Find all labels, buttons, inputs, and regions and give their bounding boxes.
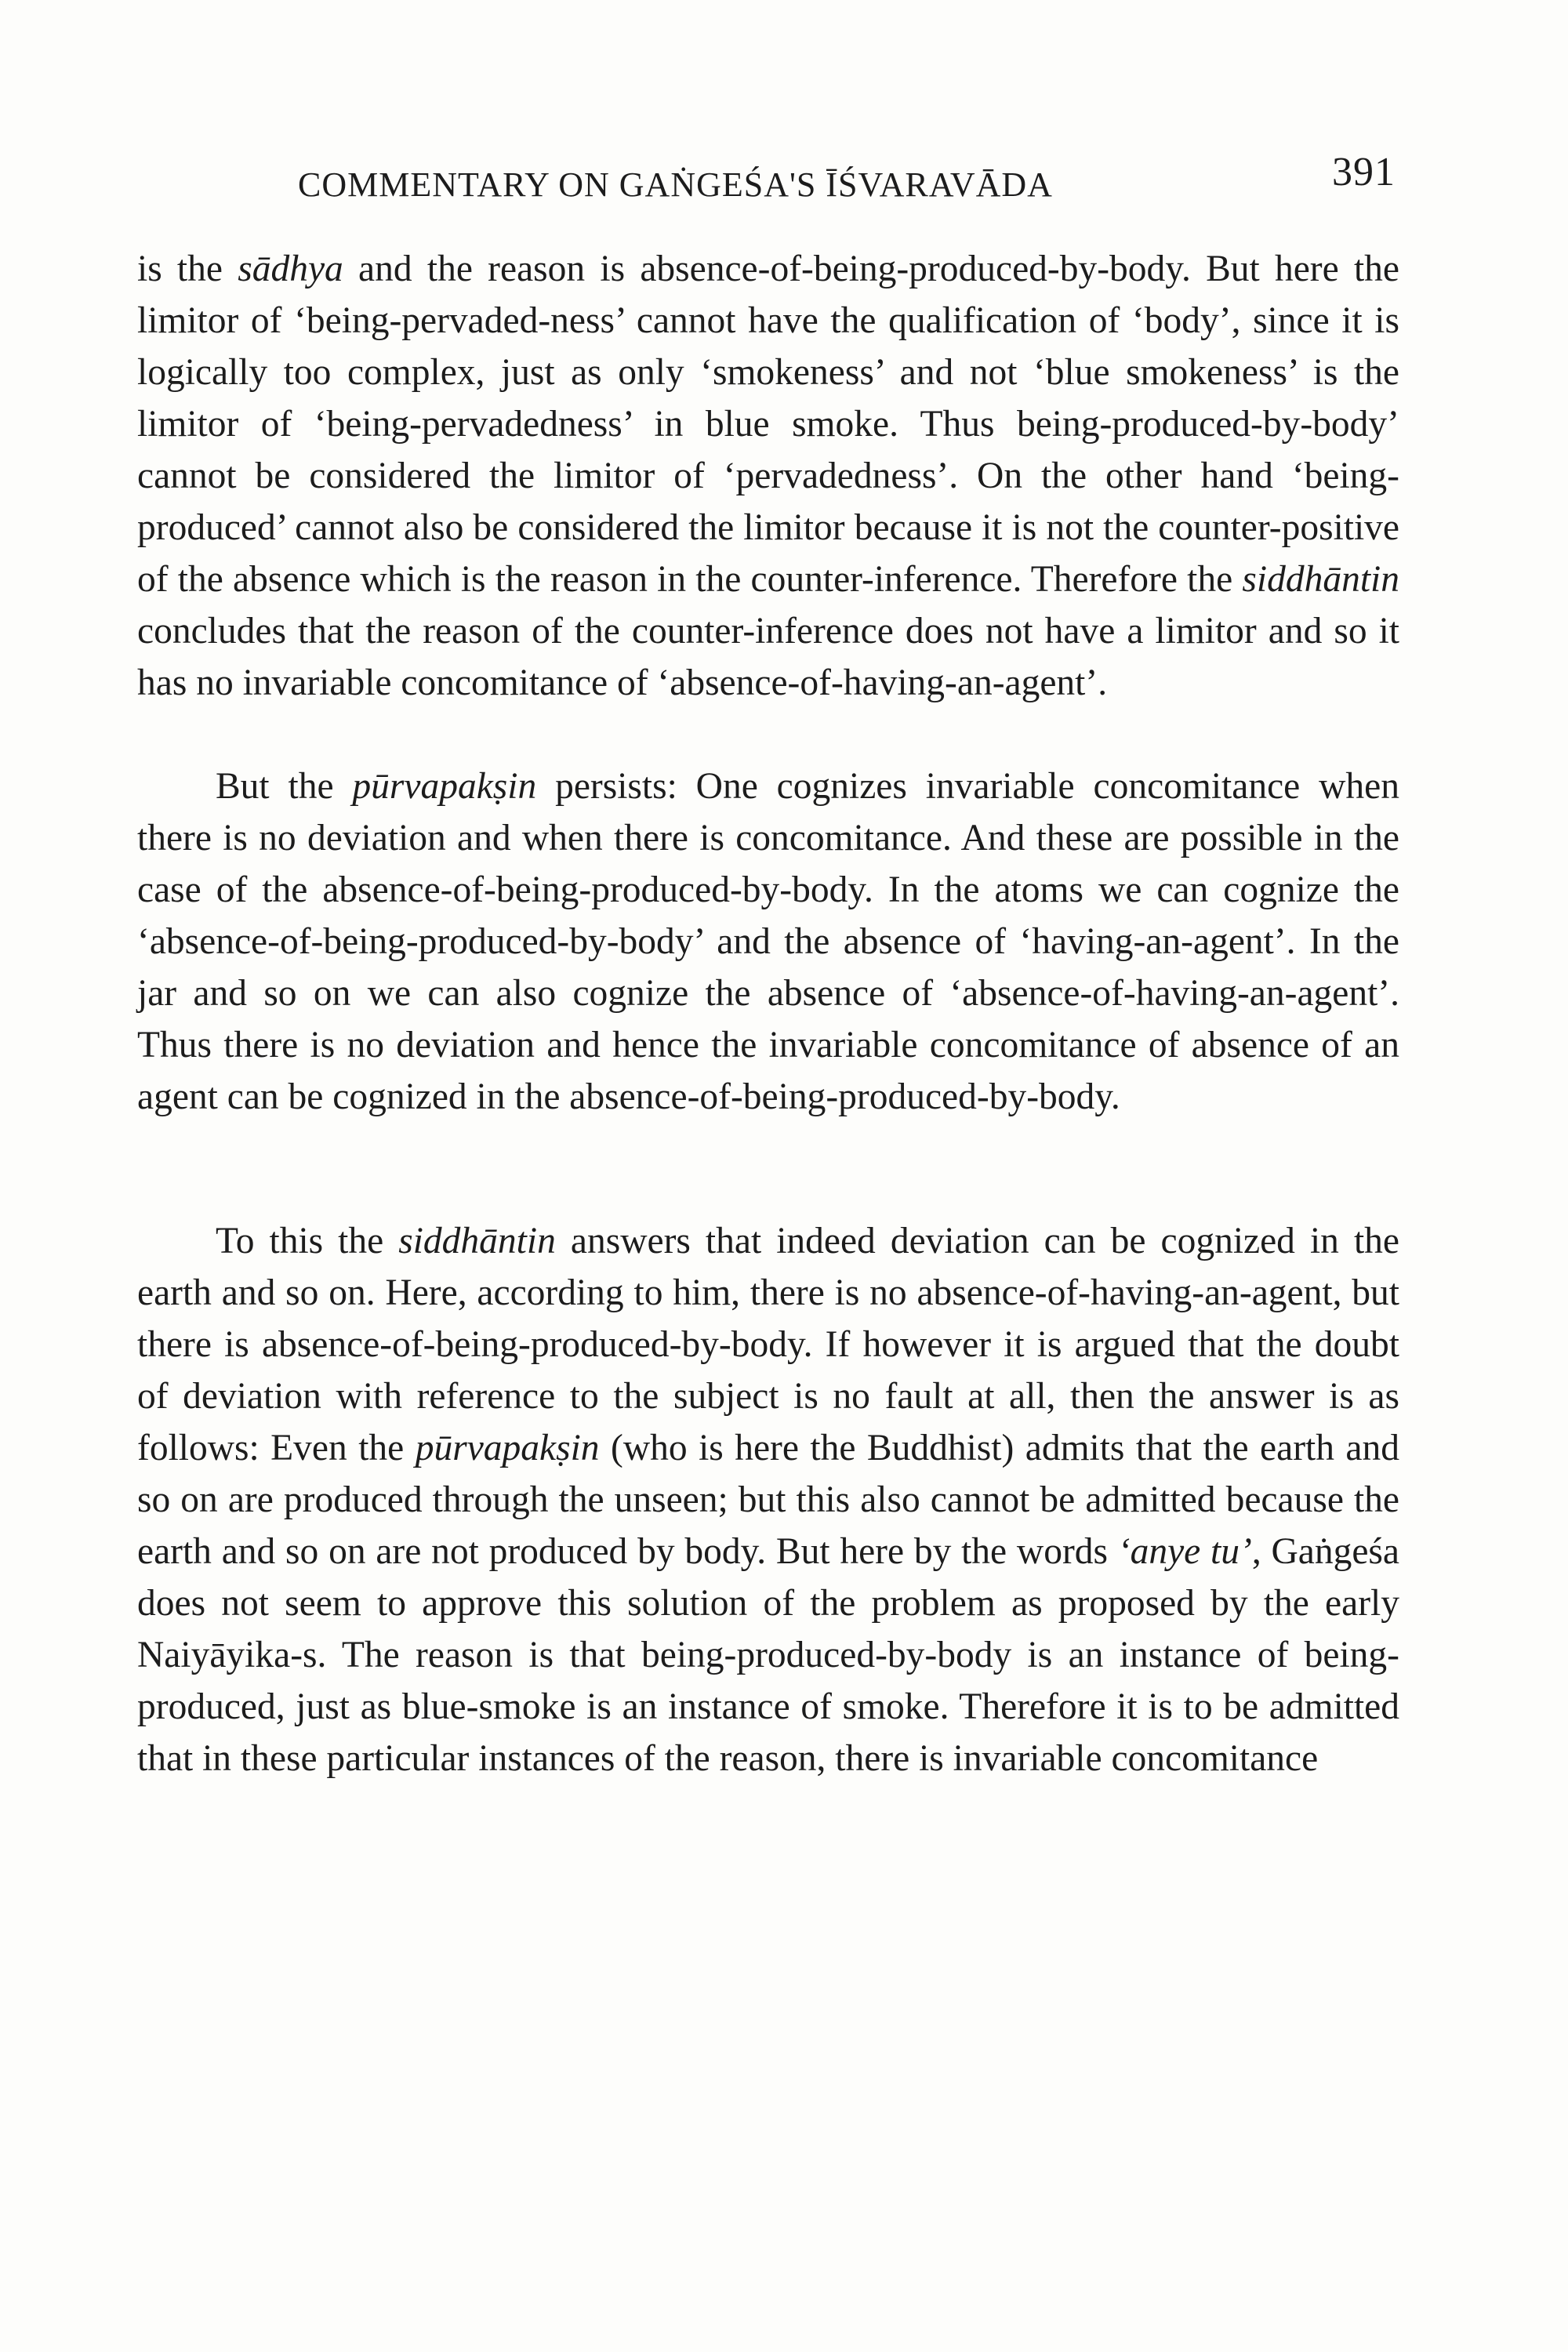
running-head: COMMENTARY ON GAṄGEŚA'S ĪŚVARAVĀDA	[298, 165, 1053, 204]
text-run: To this the	[216, 1221, 399, 1261]
paragraph-3	[137, 1215, 1399, 1784]
text-run: and the reason is absence-of-being-produced-by-body. But here the limitor of ‘being-pervaded-ness’ cannot have the qualification of ‘body’, since it is logically too complex, just as only ‘smokeness’ and not ‘blue smokeness’ is the limitor of ‘being-pervadedness’ in blue smoke. Thus being-produced-by-body’ cannot be considered the limitor of ‘pervadedness’. On the other hand ‘being-produced’ cannot also be considered the limitor because it is not the counter-positive of the absence which is the reason in the counter-inference. Therefore the	[137, 249, 1399, 600]
paragraph-2	[137, 760, 1399, 1123]
italic-term: sādhya	[238, 249, 343, 289]
italic-term: pūrvapakṣin	[415, 1428, 600, 1468]
text-run: concludes that the reason of the counter-inference does not have a limitor and so it has no invariable concomitance of ‘absence-of-having-an-agent’.	[137, 611, 1399, 703]
paragraph-1	[137, 243, 1399, 709]
text-run: , Gaṅgeśa does not seem to approve this solution of the problem as proposed by the early Naiyāyika-s. The reason is that being-produced-by-body is an instance of being-produced, just as blue-smoke is an instance of smoke. Therefore it is to be admitted that in these particular instances of the reason, there is invariable concomitance	[137, 1531, 1399, 1779]
text-run: answers that indeed deviation can be cognized in the earth and so on. Here, according to him, there is no absence-of-having-an-agent, but there is absence-of-being-produced-by-body. If however it is argued that the doubt of deviation with reference to the subject is no fault at all, then the answer is as follows: Even the	[137, 1221, 1399, 1468]
text-run: is the	[137, 249, 238, 289]
italic-term: ‘anye tu’	[1117, 1531, 1252, 1572]
italic-term: siddhāntin	[398, 1221, 556, 1261]
page-header	[298, 149, 1396, 220]
italic-term: siddhāntin	[1242, 559, 1399, 600]
text-run: (who is here the Buddhist) admits that the earth and so on are produced through the unseen; but this also cannot be admitted because the earth and so on are not produced by body. But here by the words	[137, 1428, 1400, 1572]
page-number: 391	[1332, 150, 1396, 194]
text-run: But the	[216, 766, 353, 807]
body-text	[137, 243, 1399, 1784]
text-run: persists: One cognizes invariable concomitance when there is no deviation and when there is concomitance. And these are possible in the case of the absence-of-being-produced-by-body. In the atoms we can cognize the ‘absence-of-being-produced-by-body’ and the absence of ‘having-an-agent’. In the jar and so on we can also cognize the absence of ‘absence-of-having-an-agent’. Thus there is no deviation and hence the invariable concomitance of absence of an agent can be cognized in the absence-of-being-produced-by-body.	[137, 766, 1399, 1117]
italic-term: pūrvapakṣin	[352, 766, 537, 807]
